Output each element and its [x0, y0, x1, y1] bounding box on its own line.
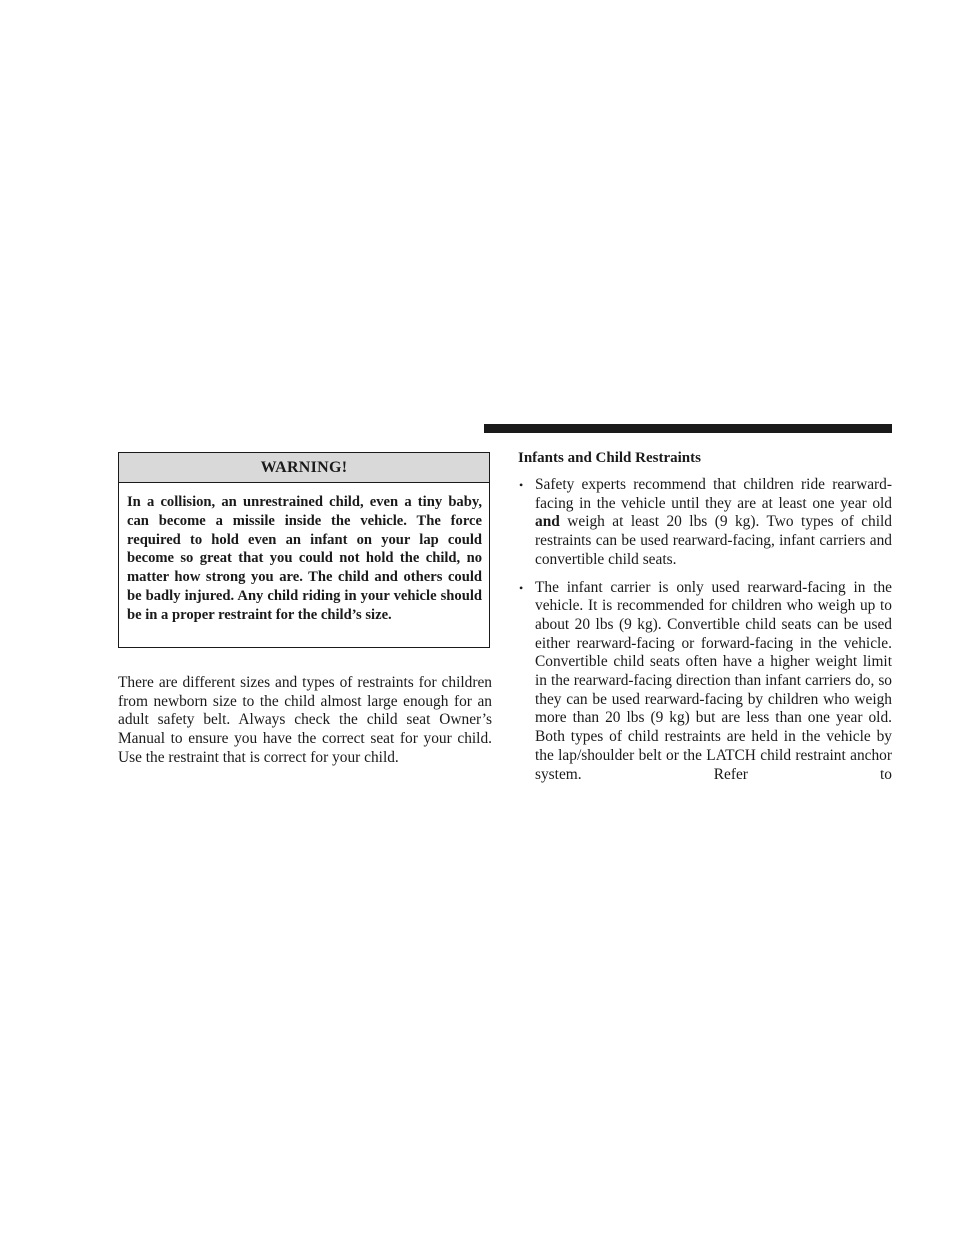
bullet1-emphasis: and [535, 513, 560, 531]
list-item [518, 476, 892, 570]
bullet-dot: • [519, 478, 524, 492]
warning-text: In a collision, an unrestrained child, even a tiny baby, can become a missile inside the vehicle. The force required to hold even an infant on your lap could become so great that you could not hold the child, no matter how strong you are. The child and others could be badly injured. Any child riding in your vehicle should be in a proper restraint for the child’s size. [127, 494, 482, 623]
bullet-dot: • [519, 580, 524, 595]
warning-box [118, 452, 490, 648]
bullet1-text-after: weigh at least 20 lbs (9 kg). Two types of child restraints can be used rearward-facing, infant carriers and convertible child seats. [535, 513, 892, 568]
bullet2-text: The infant carrier is only used rearward-facing in the vehicle. It is recommended for children who weigh up to about 20 lbs (9 kg). Convertible child seats can be used either rearward-facing or forward-facing in the vehicle. Convertible child seats often have a higher weight limit in the rearward-facing direction than infant carriers do, so they can be used rearward-facing by children who weigh more than 20 lbs (9 kg) but are less than one year old. Both types of child restraints are held in the vehicle by the lap/shoulder belt or the LATCH child restraint anchor system. Refer to [535, 578, 892, 783]
warning-title: WARNING! [119, 453, 489, 483]
section-heading: Infants and Child Restraints [518, 450, 701, 466]
bullet1-text-before: Safety experts recommend that children ride rearward-facing in the vehicle until they are at least one year old [535, 476, 892, 512]
section-rule-bar [484, 424, 892, 433]
bullet-list [518, 476, 892, 784]
intro-paragraph: There are different sizes and types of restraints for children from newborn size to the child almost large enough for an adult safety belt. Always check the child seat Owner’s Manual to ensure you have the correct seat for your child. Use the restraint that is correct for your child. [118, 674, 492, 766]
list-item [518, 579, 892, 785]
